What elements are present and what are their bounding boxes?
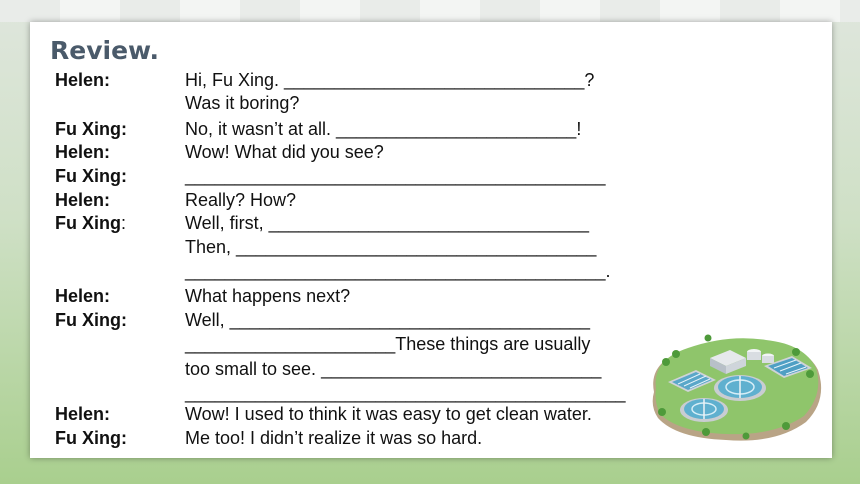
speaker-label: Fu Xing: [55,428,127,448]
speaker-label: Helen: [55,142,111,162]
line-text: What happens next? [185,286,351,306]
line-text: Really? How? [185,190,297,210]
page-title: Review. [50,36,160,65]
water-treatment-plant-icon [646,322,826,448]
speaker-label: Fu Xing: [55,213,127,233]
line-text: ____________________________________________ [185,383,626,403]
line-text: Well, ____________________________________ [185,310,591,330]
line-text: Wow! I used to think it was easy to get clean water. [185,404,592,424]
speaker-label: Helen: [55,286,111,306]
line-text: Was it boring? [185,93,300,113]
line-text: No, it wasn’t at all. ________________________! [185,119,582,139]
speaker-label: Helen: [55,404,111,424]
speaker-label: Helen: [55,190,111,210]
line-text: __________________________________________. [185,261,611,281]
background-stripe [0,0,860,22]
line-text: __________________________________________ [185,166,606,186]
line-text: Hi, Fu Xing. ______________________________? [185,70,595,90]
speaker-label: Fu Xing: [55,119,127,139]
line-text: _____________________These things are usually [185,334,591,354]
slide-card [30,22,832,458]
line-text: Then, ____________________________________ [185,237,597,257]
line-text: Wow! What did you see? [185,142,384,162]
line-text: Well, first, ________________________________ [185,213,590,233]
line-text: too small to see. ____________________________ [185,359,602,379]
speaker-label: Fu Xing: [55,166,127,186]
speaker-label: Fu Xing: [55,310,127,330]
line-text: Me too! I didn’t realize it was so hard. [185,428,483,448]
speaker-label: Helen: [55,70,111,90]
